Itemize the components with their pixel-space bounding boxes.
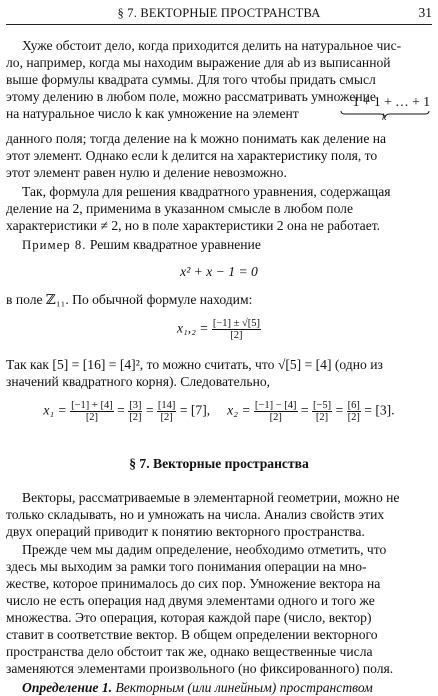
x2-result: = [3].: [364, 402, 395, 418]
x1-fraction-1-den: [2]: [85, 412, 99, 423]
example-after-line1: Так как [5] = [16] = [4]², то можно считать, что √[5] = [4] (одно из: [6, 357, 383, 372]
para1-line6: данного поля; тогда деление на k можно понимать как деление на: [6, 131, 387, 146]
para1-line4: этому делению в любом поле, можно рассматривать умножение: [6, 89, 376, 104]
underbrace-text: 1 + 1 + … + 1: [352, 94, 430, 109]
underbrace-expression: [338, 94, 430, 122]
definition-text: Векторным (или линейным) пространством: [115, 680, 373, 695]
x1-result: = [7],: [179, 402, 211, 418]
x1-lhs: x₁ =: [43, 402, 67, 418]
x1-fraction-1: [70, 400, 114, 423]
para1-line8: этот элемент равен нулю и деление невозможно.: [6, 165, 287, 180]
para1-line7: этот элемент. Однако если k делится на характеристику поля, то: [6, 148, 378, 163]
definition-label: Определение 1.: [22, 680, 113, 695]
para2-line1: Так, формула для решения квадратного уравнения, содержащая: [22, 184, 391, 199]
section-heading: § 7. Векторные пространства: [129, 456, 309, 471]
para4-line7: пространства дело обстоит так же, однако вещественные числа: [6, 644, 373, 659]
para4-line2: здесь мы выходим за рамки того понимания операции на мно-: [6, 559, 367, 574]
para4-line1: Прежде чем мы дадим определение, необходимо отметить, что: [22, 542, 387, 557]
para4-line8: заменяются элементами произвольного (но фиксированного) поля.: [6, 661, 394, 676]
header-rule: [6, 24, 432, 25]
para1-line3: выше формулы квадрата суммы. Для того чтобы придать смысл: [6, 72, 376, 87]
para3-line2: только складывать, но и умножать на числа. Анализ свойств этих: [6, 507, 385, 522]
x1-fraction-3-num: [14]: [157, 400, 176, 411]
para3-line3: двух операций приводит к понятию векторного пространства.: [6, 524, 365, 539]
x1-fraction-3: [157, 400, 177, 423]
underbrace-label: k: [382, 113, 387, 123]
example-equation: x² + x − 1 = 0: [180, 264, 258, 279]
example-label: Пример 8.: [22, 238, 87, 252]
para2-line3: характеристики ≠ 2, но в поле характеристики 2 она не работает.: [6, 218, 381, 233]
roots-values: x₁ = $\frac{[-1] + [4]}{[2]}$ = $\frac{[3]}{[2]}$ = $\frac{[14]}{[2]}$ = [7], x₂ = $\frac{[-1] - [4]}{[2]}$ = $\frac{[-5]}{[2]}$ = $\frac{[6]}{[2]}$ = [3].: [43, 400, 395, 423]
x1-fraction-1-num: [−1] + [4]: [71, 400, 113, 411]
example-heading: [6, 236, 432, 254]
x2-fraction-1-den: [2]: [269, 412, 282, 423]
roots-formula: [0, 318, 438, 341]
example-text: Решим квадратное уравнение: [89, 237, 261, 252]
definition-line1: [6, 679, 432, 696]
x2-fraction-2-den: [2]: [315, 412, 329, 423]
x1-fraction-2-num: [3]: [129, 400, 142, 411]
para2-line2: деление на 2, применима в указанном смысле в любом поле: [6, 201, 353, 216]
para4-line5: множества. Это операция, которая каждой паре (число, вектор): [6, 610, 372, 625]
x2-fraction-1-num: [−1] − [4]: [254, 400, 297, 411]
para4-line6: ставит в соответствие вектор. В общем определении векторного: [6, 627, 378, 642]
example-after-line2: значений квадратного корня). Следовательно,: [6, 374, 271, 389]
para4-line4: число не есть операция над двумя элементами одного и того же: [6, 593, 375, 608]
running-header: [6, 4, 432, 24]
x2-fraction-3-num: [6]: [347, 400, 360, 411]
x1-fraction-3-den: [2]: [160, 412, 173, 423]
x2-fraction-1: [254, 400, 298, 423]
para3-line1: Векторы, рассматриваемые в элементарной геометрии, можно не: [22, 490, 400, 505]
roots-formula-fraction: [212, 318, 261, 341]
para1-line1: Хуже обстоит дело, когда приходится делить на натуральное чис-: [22, 38, 402, 53]
running-title: § 7. ВЕКТОРНЫЕ ПРОСТРАНСТВА: [117, 6, 321, 20]
x2-lhs: x₂ =: [227, 402, 251, 418]
page-number: 31: [418, 5, 432, 20]
roots-formula-denominator: [2]: [230, 330, 243, 341]
x2-fraction-2-num: [−5]: [312, 400, 332, 411]
para4-line3: жестве, которое принималось до сих пор. Умножение вектора на: [6, 576, 381, 591]
x2-fraction-3-den: [2]: [347, 412, 360, 423]
roots-formula-lhs: x₁,₂ =: [176, 320, 209, 336]
x2-fraction-3: [347, 400, 361, 423]
roots-formula-numerator: [−1] ± √[5]: [212, 318, 261, 329]
para1-line2: ло, например, когда мы находим выражение для ab из выписанной: [6, 55, 391, 70]
x1-fraction-2: [128, 400, 142, 423]
para1-line5: на натуральное число k как умножение на элемент: [6, 106, 299, 121]
example-field-line: в поле ℤ₁₁. По обычной формуле находим:: [6, 292, 253, 307]
x2-fraction-2: [312, 400, 332, 423]
x1-fraction-2-den: [2]: [129, 412, 142, 423]
